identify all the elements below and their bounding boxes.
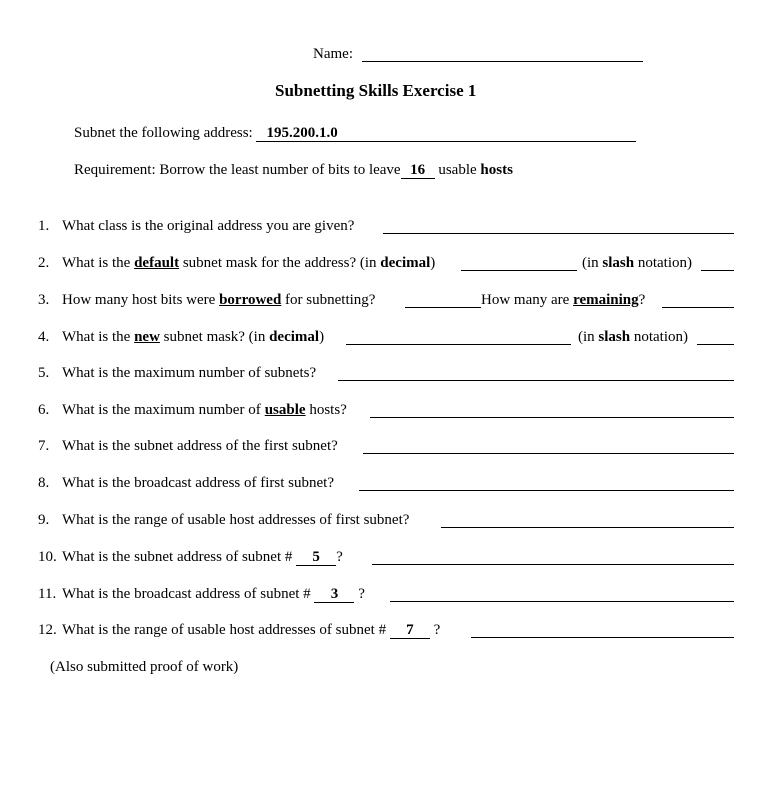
q4-slash-field[interactable]: [697, 344, 734, 345]
q10-answer-field[interactable]: [372, 564, 734, 565]
name-field[interactable]: [362, 61, 643, 62]
name-label: Name:: [313, 46, 353, 62]
q11-subnet-number: 3: [330, 586, 339, 602]
q3-borrowed-field[interactable]: [405, 307, 481, 308]
address-field: [256, 125, 636, 142]
q2-text: What is the default subnet mask for the address? (in decimal): [62, 255, 436, 271]
q11-subnet-field: [314, 586, 354, 603]
q12-subnet-field: [390, 622, 430, 639]
q4-decimal-field[interactable]: [346, 344, 571, 345]
requirement-prefix: Requirement: Borrow the least number of bits to leave: [74, 162, 401, 178]
q3-remaining-field[interactable]: [662, 307, 734, 308]
requirement-value-field: [401, 162, 435, 179]
given-address: 195.200.1.0: [266, 125, 338, 141]
q2-decimal-field[interactable]: [461, 270, 577, 271]
q6-number: 6.: [38, 402, 50, 418]
q4-slash-label: (in slash notation): [578, 329, 689, 345]
requirement-hosts: hosts: [480, 162, 513, 178]
q4-text: What is the new subnet mask? (in decimal): [62, 329, 325, 345]
q5-answer-field[interactable]: [338, 380, 734, 381]
q2-slash-field[interactable]: [701, 270, 734, 271]
q6-answer-field[interactable]: [370, 417, 734, 418]
q8-text: What is the broadcast address of first subnet?: [62, 475, 334, 491]
q7-answer-field[interactable]: [363, 453, 734, 454]
footer-note: (Also submitted proof of work): [50, 659, 239, 675]
q8-answer-field[interactable]: [359, 490, 734, 491]
q12-text: What is the range of usable host addresses of subnet # 7 ?: [62, 622, 441, 638]
q5-text: What is the maximum number of subnets?: [62, 365, 317, 381]
q1-number: 1.: [38, 218, 50, 234]
q10-text: What is the subnet address of subnet # 5 ?: [62, 549, 343, 565]
q1-answer-field[interactable]: [383, 233, 734, 234]
q11-text: What is the broadcast address of subnet # 3 ?: [62, 586, 365, 602]
q7-text: What is the subnet address of the first subnet?: [62, 438, 338, 454]
q3-number: 3.: [38, 292, 50, 308]
q5-number: 5.: [38, 365, 50, 381]
q12-number: 12.: [38, 622, 57, 638]
q10-number: 10.: [38, 549, 57, 565]
q8-number: 8.: [38, 475, 50, 491]
q2-slash-label: (in slash notation): [582, 255, 693, 271]
q12-answer-field[interactable]: [471, 637, 734, 638]
q11-answer-field[interactable]: [390, 601, 734, 602]
requirement-value: 16: [410, 162, 426, 178]
subnet-instruction: [74, 124, 636, 142]
q10-subnet-field: [296, 549, 336, 566]
requirement-mid: usable: [438, 162, 477, 178]
q4-number: 4.: [38, 329, 50, 345]
q1-text: What class is the original address you are given?: [62, 218, 355, 234]
subnet-prefix: Subnet the following address:: [74, 125, 253, 141]
page-title: Subnetting Skills Exercise 1: [275, 81, 477, 100]
q11-number: 11.: [38, 586, 57, 602]
q9-number: 9.: [38, 512, 50, 528]
q2-number: 2.: [38, 255, 50, 271]
q7-number: 7.: [38, 438, 50, 454]
q10-subnet-number: 5: [312, 549, 320, 565]
q9-text: What is the range of usable host addresses of first subnet?: [62, 512, 410, 528]
q12-subnet-number: 7: [406, 622, 414, 638]
q3-remaining-label: How many are remaining?: [481, 292, 646, 308]
q9-answer-field[interactable]: [441, 527, 734, 528]
q3-text: How many host bits were borrowed for subnetting?: [62, 292, 376, 308]
q6-text: What is the maximum number of usable hosts?: [62, 402, 347, 418]
requirement-line: [74, 161, 513, 179]
